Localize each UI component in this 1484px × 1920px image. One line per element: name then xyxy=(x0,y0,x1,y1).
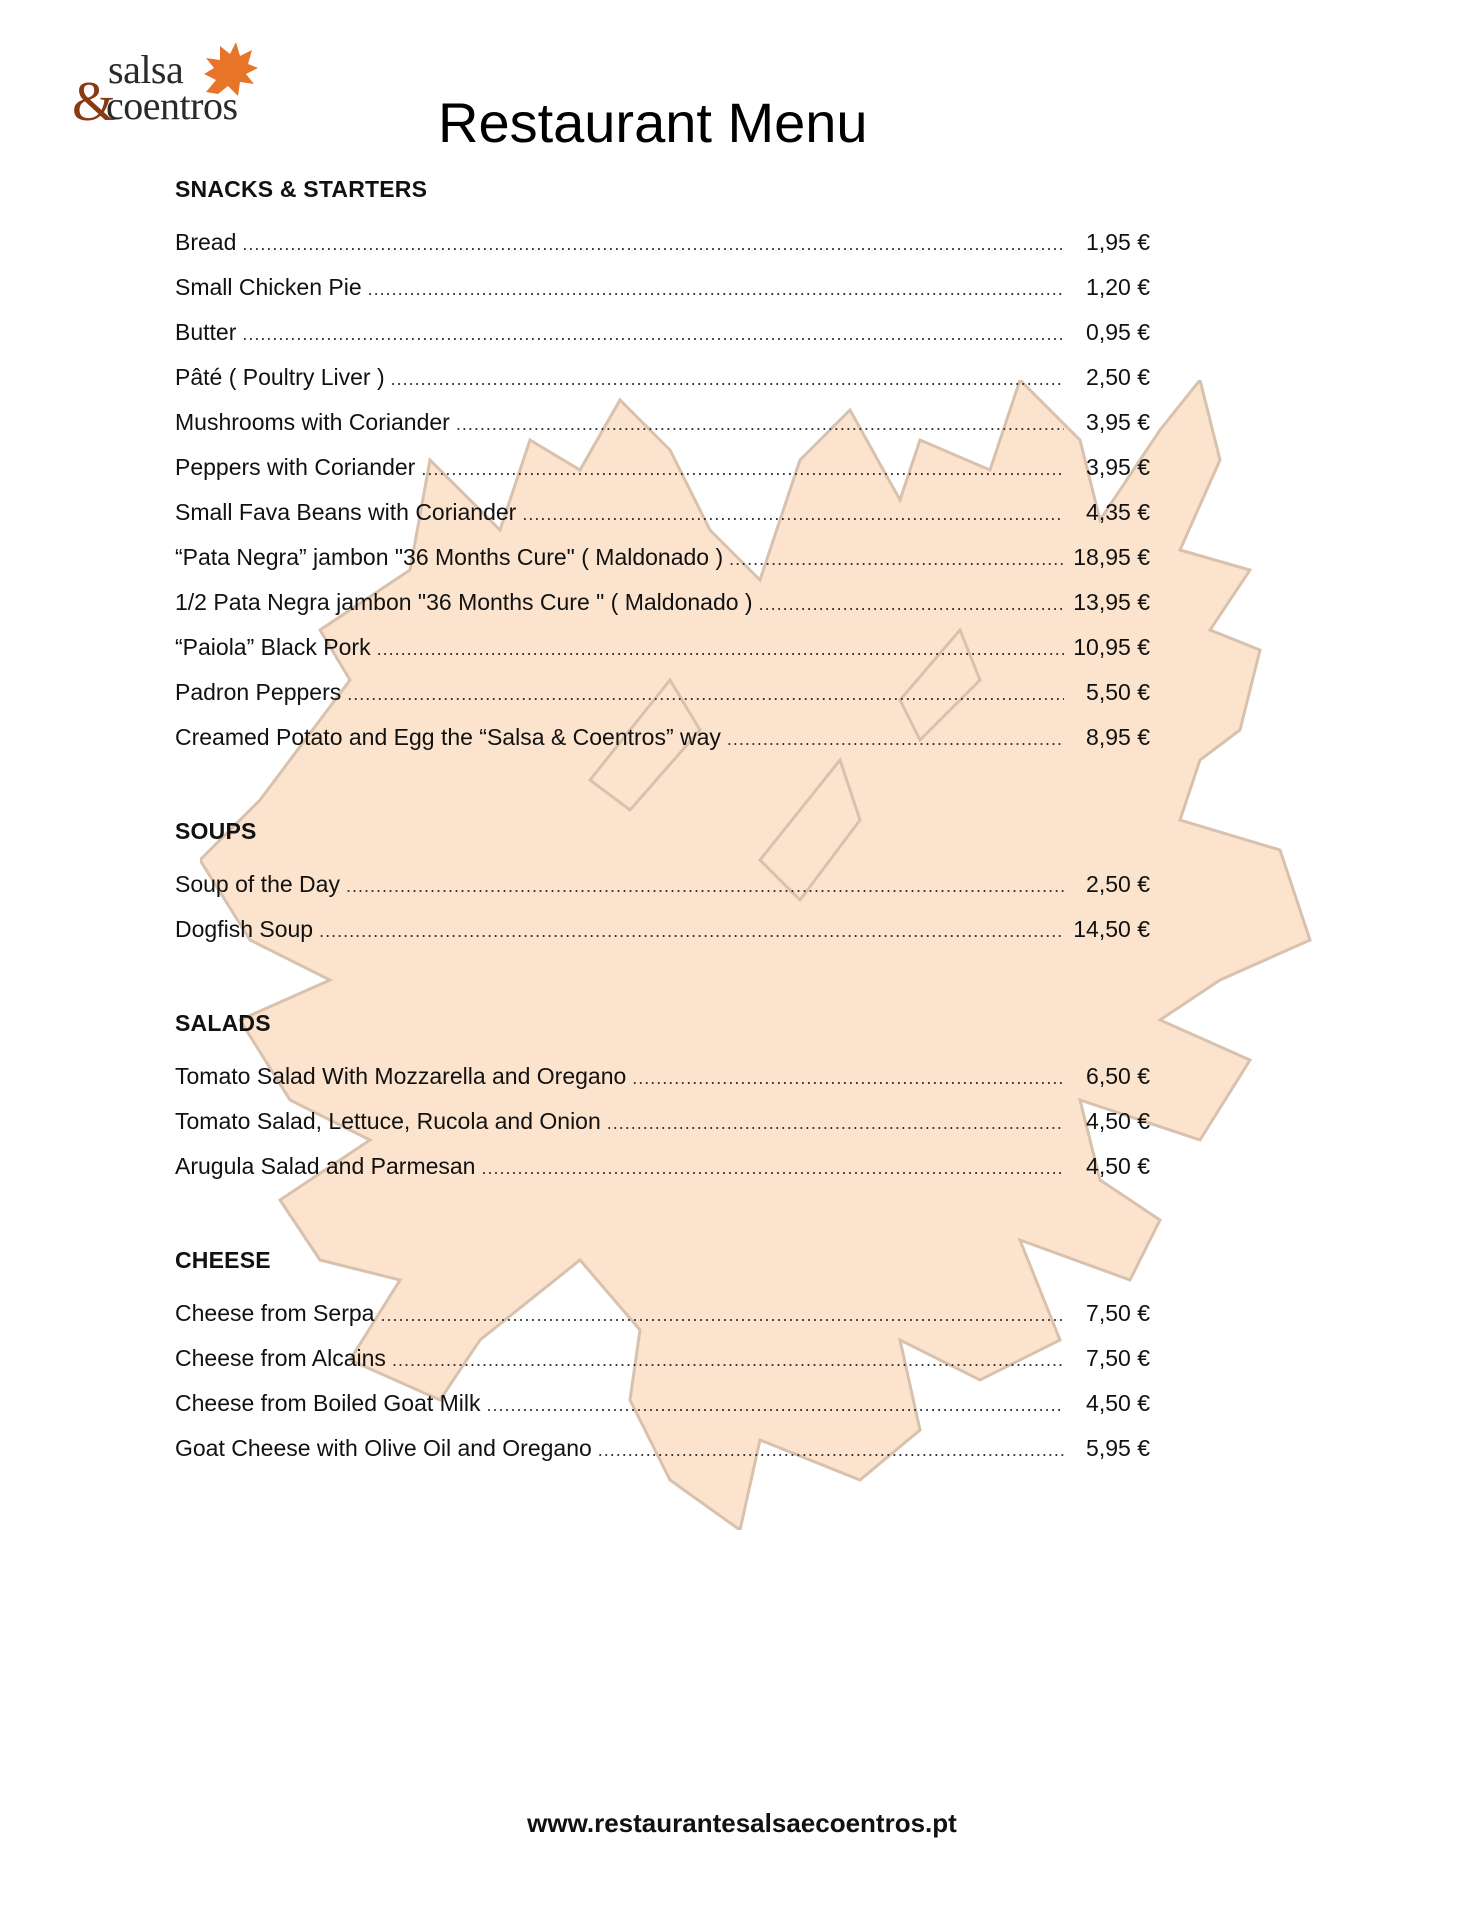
dot-leader xyxy=(346,864,1064,909)
item-price: 5,50 € xyxy=(1086,679,1150,705)
brand-logo[interactable] xyxy=(70,40,300,140)
item-name: Tomato Salad With Mozzarella and Oregano xyxy=(175,1063,627,1089)
item-price: 8,95 € xyxy=(1086,724,1150,750)
menu-item xyxy=(175,1426,1150,1471)
menu-item xyxy=(175,400,1150,445)
item-price: 6,50 € xyxy=(1086,1063,1150,1089)
item-name: Goat Cheese with Olive Oil and Oregano xyxy=(175,1435,592,1461)
item-name: Padron Peppers xyxy=(175,679,342,705)
item-name: Tomato Salad, Lettuce, Rucola and Onion xyxy=(175,1108,601,1134)
item-price: 4,50 € xyxy=(1086,1153,1150,1179)
dot-leader xyxy=(759,582,1064,627)
section-title: SNACKS & STARTERS xyxy=(175,176,428,202)
dot-leader xyxy=(421,447,1064,492)
menu-item xyxy=(175,445,1150,490)
item-name: Cheese from Boiled Goat Milk xyxy=(175,1390,481,1416)
dot-leader xyxy=(242,222,1064,267)
item-price: 1,20 € xyxy=(1086,274,1150,300)
logo-ampersand: & xyxy=(72,71,116,133)
section-title: SALADS xyxy=(175,1010,271,1036)
item-price: 1,95 € xyxy=(1086,229,1150,255)
item-price: 3,95 € xyxy=(1086,454,1150,480)
menu-item xyxy=(175,535,1150,580)
item-name: Small Chicken Pie xyxy=(175,274,362,300)
item-price: 4,50 € xyxy=(1086,1108,1150,1134)
dot-leader xyxy=(377,627,1064,672)
dot-leader xyxy=(598,1428,1064,1473)
item-name: Pâté ( Poultry Liver ) xyxy=(175,364,385,390)
dot-leader xyxy=(729,537,1064,582)
item-name: 1/2 Pata Negra jambon "36 Months Cure " ( Maldonado ) xyxy=(175,589,753,615)
menu-section-salads xyxy=(175,1008,1150,1189)
item-price: 0,95 € xyxy=(1086,319,1150,345)
menu-section-soups xyxy=(175,816,1150,952)
item-name: Small Fava Beans with Coriander xyxy=(175,499,517,525)
website-link[interactable]: www.restaurantesalsaecoentros.pt xyxy=(527,1808,957,1838)
item-price: 18,95 € xyxy=(1073,544,1150,570)
menu-content xyxy=(175,174,1150,1527)
menu-item xyxy=(175,355,1150,400)
item-name: Arugula Salad and Parmesan xyxy=(175,1153,476,1179)
item-name: Dogfish Soup xyxy=(175,916,314,942)
menu-item xyxy=(175,907,1150,952)
item-name: Bread xyxy=(175,229,237,255)
menu-section-snacks xyxy=(175,174,1150,760)
item-name: Cheese from Alcains xyxy=(175,1345,386,1371)
dot-leader xyxy=(242,312,1064,357)
menu-item xyxy=(175,1336,1150,1381)
dot-leader xyxy=(456,402,1064,447)
dot-leader xyxy=(487,1383,1064,1428)
menu-item xyxy=(175,265,1150,310)
menu-item xyxy=(175,1291,1150,1336)
dot-leader xyxy=(347,672,1064,717)
item-price: 4,35 € xyxy=(1086,499,1150,525)
item-price: 2,50 € xyxy=(1086,871,1150,897)
menu-item xyxy=(175,862,1150,907)
dot-leader xyxy=(391,357,1064,402)
item-price: 13,95 € xyxy=(1073,589,1150,615)
logo-word-salsa: salsa xyxy=(108,47,184,92)
dot-leader xyxy=(392,1338,1064,1383)
dot-leader xyxy=(368,267,1064,312)
item-name: “Pata Negra” jambon "36 Months Cure" ( Maldonado ) xyxy=(175,544,724,570)
item-price: 7,50 € xyxy=(1086,1300,1150,1326)
item-price: 2,50 € xyxy=(1086,364,1150,390)
menu-item xyxy=(175,670,1150,715)
menu-item xyxy=(175,625,1150,670)
menu-section-cheese xyxy=(175,1245,1150,1471)
item-price: 3,95 € xyxy=(1086,409,1150,435)
item-name: Cheese from Serpa xyxy=(175,1300,375,1326)
menu-item xyxy=(175,1099,1150,1144)
item-name: Soup of the Day xyxy=(175,871,340,897)
section-title: CHEESE xyxy=(175,1247,271,1273)
section-title: SOUPS xyxy=(175,818,257,844)
item-price: 4,50 € xyxy=(1086,1390,1150,1416)
item-price: 10,95 € xyxy=(1073,634,1150,660)
dot-leader xyxy=(319,909,1064,954)
menu-item xyxy=(175,1054,1150,1099)
page-title: Restaurant Menu xyxy=(438,91,868,154)
dot-leader xyxy=(481,1146,1064,1191)
item-name: “Paiola” Black Pork xyxy=(175,634,371,660)
dot-leader xyxy=(380,1293,1064,1338)
item-name: Peppers with Coriander xyxy=(175,454,416,480)
item-name: Butter xyxy=(175,319,237,345)
menu-item xyxy=(175,310,1150,355)
item-name: Mushrooms with Coriander xyxy=(175,409,450,435)
menu-item xyxy=(175,715,1150,760)
menu-item xyxy=(175,220,1150,265)
menu-item xyxy=(175,580,1150,625)
menu-item xyxy=(175,1144,1150,1189)
logo-word-coentros: coentros xyxy=(106,83,238,128)
item-price: 14,50 € xyxy=(1073,916,1150,942)
dot-leader xyxy=(522,492,1064,537)
dot-leader xyxy=(727,717,1064,762)
menu-item xyxy=(175,490,1150,535)
menu-item xyxy=(175,1381,1150,1426)
item-price: 7,50 € xyxy=(1086,1345,1150,1371)
dot-leader xyxy=(632,1056,1064,1101)
dot-leader xyxy=(607,1101,1064,1146)
item-name: Creamed Potato and Egg the “Salsa & Coentros” way xyxy=(175,724,721,750)
item-price: 5,95 € xyxy=(1086,1435,1150,1461)
